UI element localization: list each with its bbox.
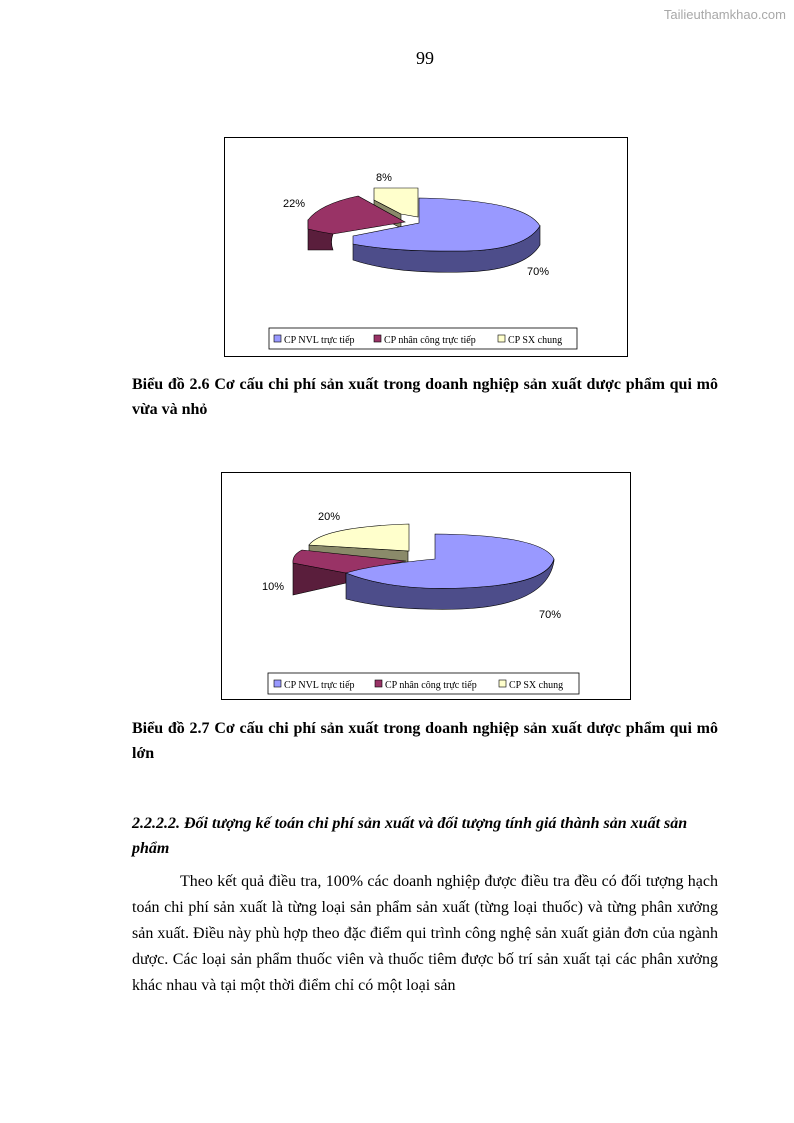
chart-2-7-legend-nhan-cong: CP nhân công trực tiếp bbox=[385, 680, 477, 691]
caption-2-6: Biểu đồ 2.6 Cơ cấu chi phí sản xuất trong doanh nghiệp sản xuất dược phẩm qui mô vừa và nhỏ bbox=[132, 376, 718, 418]
body-paragraph: Theo kết quả điều tra, 100% các doanh nghiệp được điều tra đều có đối tượng hạch toán chi phí sản xuất là từng loại sản phẩm sản xuất (từng loại thuốc) và từng phân xưởng sản xuất. Điều này phù hợp theo đặc điểm qui trình công nghệ sản xuất giản đơn của ngành dược. Các loại sản phẩm thuốc viên và thuốc tiêm được bố trí sản xuất tại các phân xưởng khác nhau và tại một thời điểm chỉ có một loại sản bbox=[132, 873, 718, 994]
watermark: Tailieuthamkhao.com bbox=[663, 7, 786, 22]
chart-2-7-legend-sx-chung: CP SX chung bbox=[509, 680, 564, 691]
chart-2-7-label-sx-chung: 20% bbox=[318, 511, 341, 523]
chart-2-6 bbox=[224, 137, 628, 357]
chart-2-6-legend-nhan-cong: CP nhân công trực tiếp bbox=[384, 335, 476, 346]
caption-2-7: Biểu đồ 2.7 Cơ cấu chi phí sản xuất trong doanh nghiệp sản xuất dược phẩm qui mô lớn bbox=[132, 720, 718, 762]
chart-2-6-legend-swatch-nhan-cong bbox=[374, 335, 381, 342]
chart-2-6-svg bbox=[225, 138, 627, 356]
chart-2-6-legend-swatch-nvl bbox=[274, 335, 281, 342]
chart-2-7-label-nhan-cong: 10% bbox=[262, 581, 285, 593]
chart-2-7 bbox=[221, 472, 631, 700]
chart-2-7-label-nvl: 70% bbox=[539, 609, 562, 621]
chart-2-6-legend-swatch-sx-chung bbox=[498, 335, 505, 342]
chart-2-7-legend-swatch-nvl bbox=[274, 680, 281, 687]
chart-2-7-legend-swatch-sx-chung bbox=[499, 680, 506, 687]
chart-2-6-legend-nvl: CP NVL trực tiếp bbox=[284, 335, 355, 346]
chart-2-7-legend-nvl: CP NVL trực tiếp bbox=[284, 680, 355, 691]
chart-2-7-svg bbox=[222, 473, 630, 699]
chart-2-6-label-nvl: 70% bbox=[527, 266, 550, 278]
chart-2-6-legend-sx-chung: CP SX chung bbox=[508, 335, 563, 346]
section-heading: 2.2.2.2. Đối tượng kế toán chi phí sản xuất và đối tượng tính giá thành sản xuất sản phẩm bbox=[132, 815, 688, 857]
chart-2-6-label-sx-chung: 8% bbox=[376, 172, 392, 184]
chart-2-6-label-nhan-cong: 22% bbox=[283, 198, 306, 210]
chart-2-7-legend-swatch-nhan-cong bbox=[375, 680, 382, 687]
page-number: 99 bbox=[416, 48, 434, 68]
